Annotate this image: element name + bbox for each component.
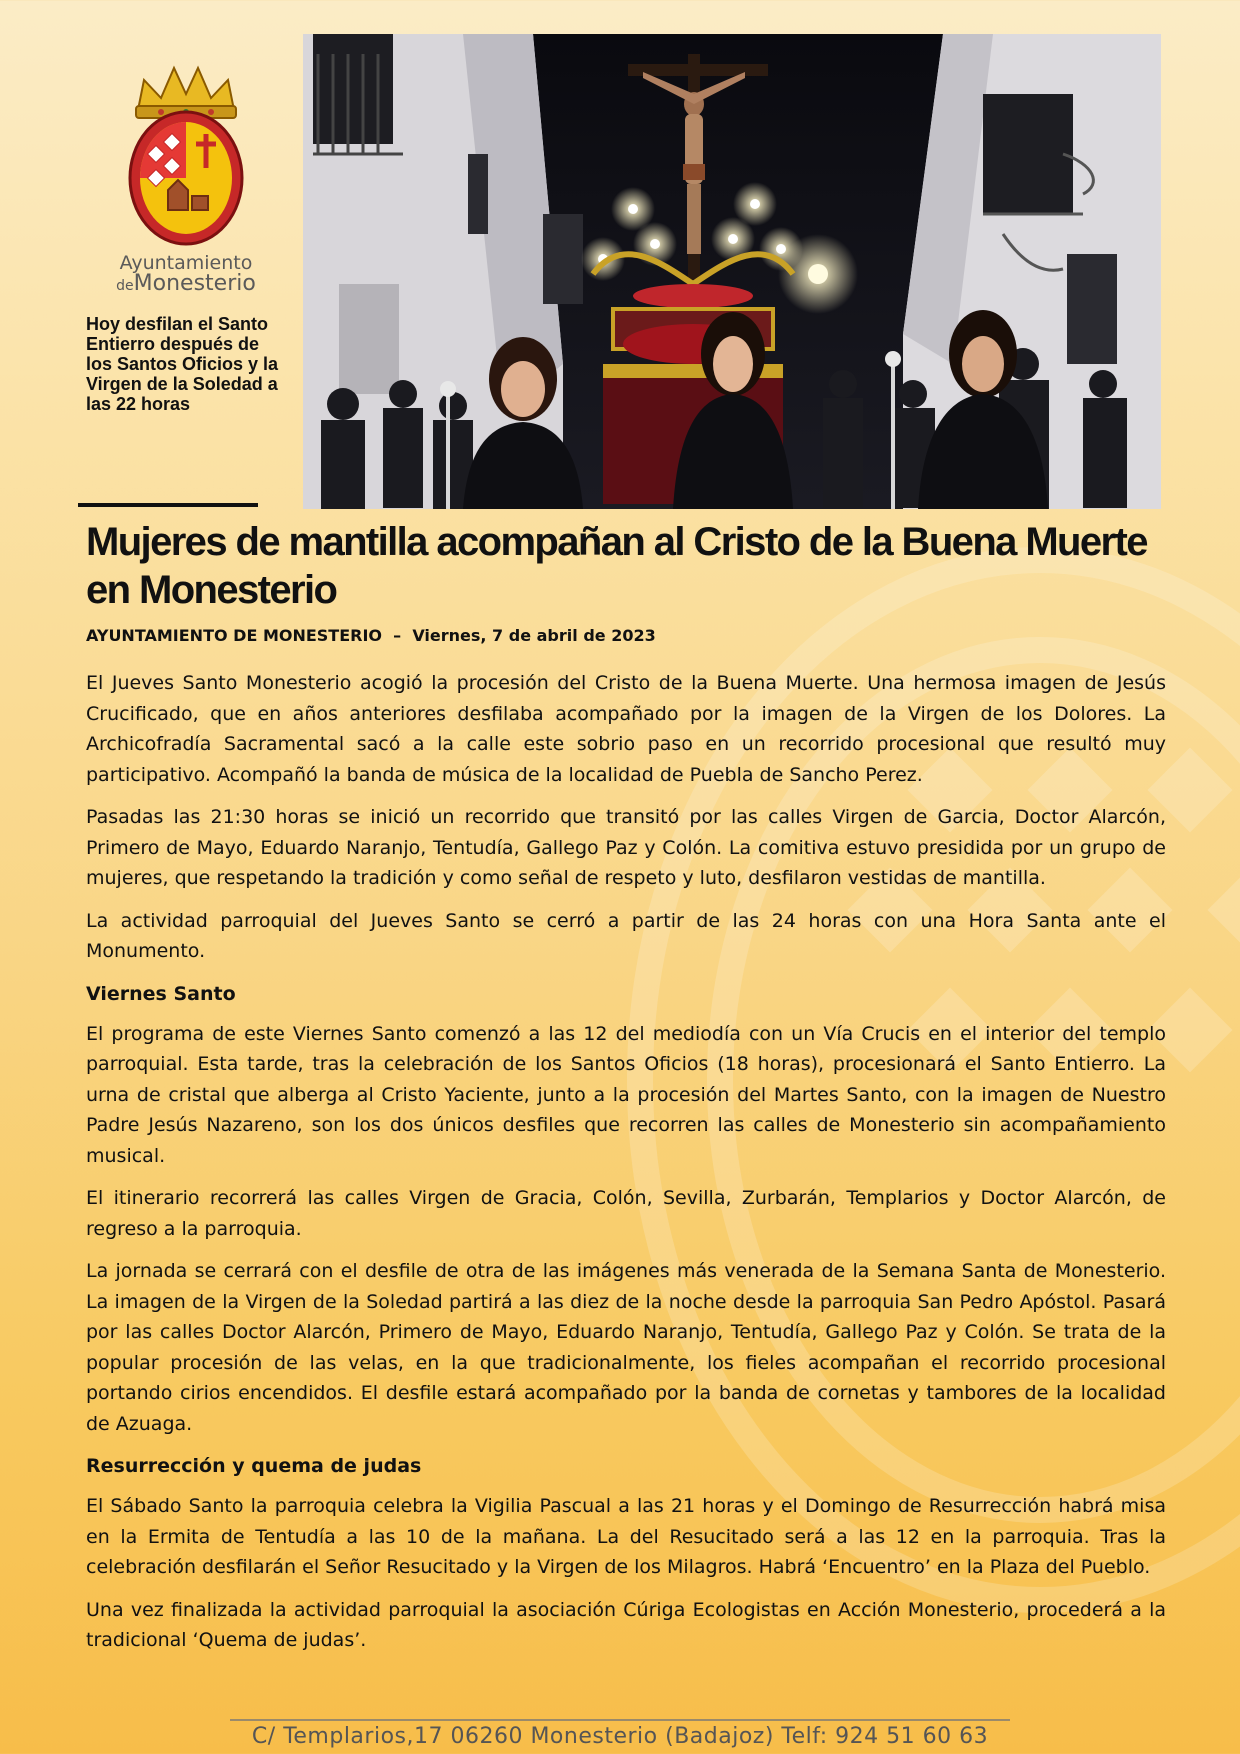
sidebar-caption: Hoy desfilan el Santo Entierro después de los Santos Oficios y la Virgen de la Soledad a las 22 horas <box>86 314 279 414</box>
logo-wordmark <box>86 254 286 295</box>
paragraph: El Jueves Santo Monesterio acogió la procesión del Cristo de la Buena Muerte. Una hermosa imagen de Jesús Crucificado, que en años anteriores desfilaba acompañado por la imagen de la Virgen de los Dolores. La Archicofradía Sacramental sacó a la calle este sobrio paso en un recorrido procesional que resultó muy participativo. Acompañó la banda de música de la localidad de Puebla de Sancho Perez. <box>86 672 1166 786</box>
section-heading-viernes-santo: Viernes Santo <box>86 982 236 1005</box>
paragraph: Una vez finalizada la actividad parroquial la asociación Cúriga Ecologistas en Acción Monesterio, procederá a la tradicional ‘Quema de judas’. <box>86 1598 1166 1651</box>
paragraph: El itinerario recorrerá las calles Virgen de Gracia, Colón, Sevilla, Zurbarán, Templarios y Doctor Alarcón, de regreso a la parroquia. <box>86 1187 1166 1240</box>
paragraph: La actividad parroquial del Jueves Santo se cerró a partir de las 24 horas con una Hora Santa ante el Monumento. <box>86 909 1166 962</box>
logo-line-2: deMonesterio <box>116 271 256 296</box>
paragraph: Pasadas las 21:30 horas se inició un recorrido que transitó por las calles Virgen de Garcia, Doctor Alarcón, Primero de Mayo, Eduardo Naranjo, Tentudía, Gallego Paz y Colón. La comitiva estuvo presidida por un grupo de mujeres, que respetando la tradición y como señal de respeto y luto, desfilaron vestidas de mantilla. <box>86 806 1166 889</box>
paragraph: La jornada se cerrará con el desfile de otra de las imágenes más venerada de la Semana Santa de Monesterio. La imagen de la Virgen de la Soledad partirá a las diez de la noche desde la parroquia San Pedro Apóstol. Pasará por las calles Doctor Alarcón, Primero de Mayo, Eduardo Naranjo, Tentudía, Gallego Paz y Colón. Se trata de la popular procesión de las velas, en la que tradicionalmente, los fieles acompañan el recorrido procesional portando cirios encendidos. El desfile estará acompañado por la banda de cornetas y tambores de la localidad de Azuaga. <box>86 1260 1166 1435</box>
article-byline <box>86 626 656 645</box>
paragraph: El programa de este Viernes Santo comenzó a las 12 del mediodía con un Vía Crucis en el interior del templo parroquial. Esta tarde, tras la celebración de los Santos Oficios (18 horas), procesionará el Santo Entierro. La urna de cristal que alberga al Cristo Yaciente, junto a la procesión del Martes Santo, con la imagen de Nuestro Padre Jesús Nazareno, son los dos únicos desfiles que recorren las calles de Monesterio sin acompañamiento musical. <box>86 1022 1166 1167</box>
footer-address: C/ Templarios,17 06260 Monesterio (Badajoz) Telf: 924 51 60 63 <box>251 1724 989 1749</box>
coat-of-arms-icon <box>116 60 256 250</box>
paragraph: El Sábado Santo la parroquia celebra la Vigilia Pascual a las 21 horas y el Domingo de Resurrección habrá misa en la Ermita de Tentudía a las 10 de la mañana. La del Resucitado será a las 12 en la parroquia. Tras la celebración desfilarán el Señor Resucitado y la Virgen de los Milagros. Habrá ‘Encuentro’ en la Plaza del Pueblo. <box>86 1495 1166 1578</box>
byline-separator: – <box>393 626 402 645</box>
section-heading-resurreccion: Resurrección y quema de judas <box>86 1455 422 1477</box>
byline-source: AYUNTAMIENTO DE MONESTERIO <box>86 626 383 645</box>
article-body <box>86 668 1166 1668</box>
article-headline: Mujeres de mantilla acompañan al Cristo de la Buena Muerte en Monesterio <box>86 520 1147 612</box>
section-rule <box>78 503 258 507</box>
procession-photo <box>303 34 1161 509</box>
municipality-logo <box>86 60 286 295</box>
logo-line-1: Ayuntamiento <box>119 252 253 274</box>
footer-divider <box>230 1719 1010 1721</box>
byline-date: Viernes, 7 de abril de 2023 <box>412 626 656 645</box>
